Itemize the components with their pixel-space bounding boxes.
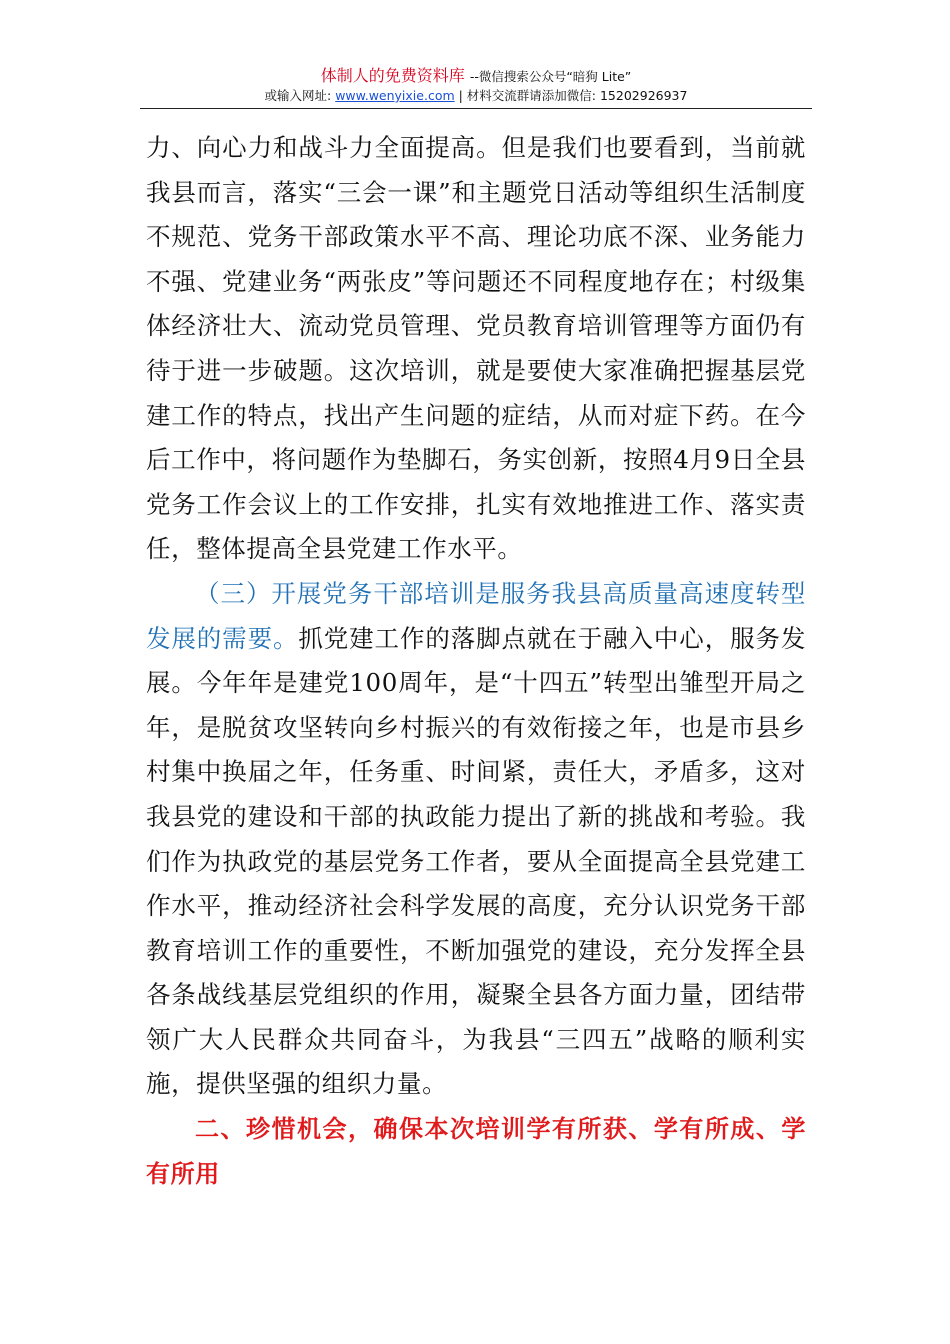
- paragraph-1: 力、向心力和战斗力全面提高。但是我们也要看到，当前就我县而言，落实“三会一课”和主题党日活动等组织生活制度不规范、党务干部政策水平不高、理论功底不深、业务能力不强、党建业务“两张皮”等问题还不同程度地存在；村级集体经济壮大、流动党员管理、党员教育培训管理等方面仍有待于进一步破题。这次培训，就是要使大家准确把握基层党建工作的特点，找出产生问题的症结，从而对症下药。在今后工作中，将问题作为垫脚石，务实创新，按照4月9日全县党务工作会议上的工作安排，扎实有效地推进工作、落实责任，整体提高全县党建工作水平。: [146, 133, 806, 564]
- header-url-link[interactable]: www.wenyixie.com: [335, 88, 455, 103]
- header-title: 体制人的免费资料库: [320, 66, 465, 85]
- subsection-heading-3: （三）开展党务干部培训是服务我县高质量高速度转型发展的需要。: [146, 578, 806, 653]
- header-divider: [140, 108, 812, 109]
- header-url-suffix: | 材料交流群请添加微信: 15202926937: [454, 88, 688, 103]
- header-line-2: [140, 87, 812, 105]
- section-heading-2: 二、珍惜机会，确保本次培训学有所获、学有所成、学有所用: [146, 1115, 806, 1188]
- header-url-prefix: 或输入网址:: [264, 88, 336, 103]
- document-body: [146, 126, 806, 1196]
- header-subtitle: --微信搜索公众号“暗狗 Lite”: [469, 69, 632, 84]
- paragraph-2: [146, 572, 806, 1107]
- paragraph-2-body: 抓党建工作的落脚点就在于融入中心，服务发展。今年年是建党100周年，是“十四五”转型出雏型开局之年，是脱贫攻坚转向乡村振兴的有效衔接之年，也是市县乡村集中换届之年，任务重、时间紧，责任大，矛盾多，这对我县党的建设和干部的执政能力提出了新的挑战和考验。我们作为执政党的基层党务工作者，要从全面提高全县党建工作水平，推动经济社会科学发展的高度，充分认识党务干部教育培训工作的重要性，不断加强党的建设，充分发挥全县各条战线基层党组织的作用，凝聚全县各方面力量，团结带领广大人民群众共同奋斗，为我县“三四五”战略的顺利实施，提供坚强的组织力量。: [146, 623, 806, 1099]
- header-line-1: [140, 66, 812, 87]
- page-header: [140, 66, 812, 105]
